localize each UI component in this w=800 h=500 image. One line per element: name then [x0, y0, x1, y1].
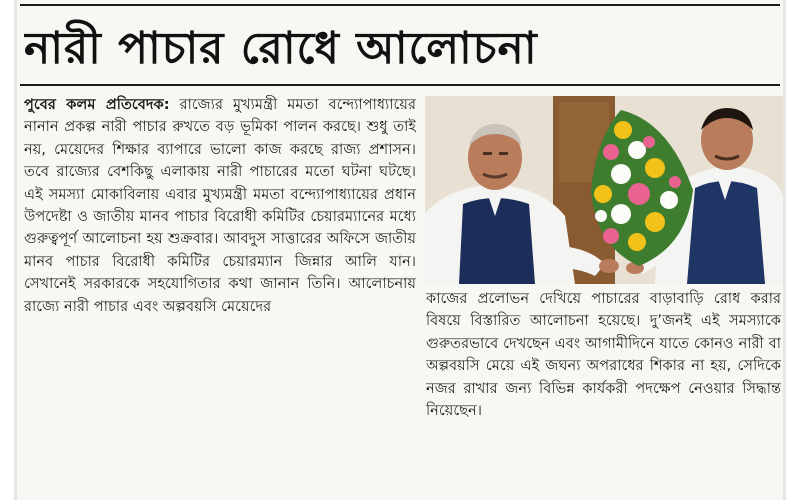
article-body-left: রাজ্যের মুখ্যমন্ত্রী মমতা বন্দ্যোপাধ্যায়ের নানান প্রকল্প নারী পাচার রুখতে বড় ভূমিকা পালন করছে। শুধু তাই নয়, মেয়েদের শিক্ষার ব্যাপারে ভালো কাজ করছে রাজ্য প্রশাসন। তবে রাজ্যের বেশকিছু এলাকায় নারী পাচারের মতো ঘটনা ঘটছে। এই সমস্যা মোকাবিলায় এবার মুখ্যমন্ত্রী মমতা বন্দ্যোপাধ্যায়ের প্রধান উপদেষ্টা ও জাতীয় মানব পাচার বিরোধী কমিটির চেয়ারম্যানের মধ্যে গুরুত্বপূর্ণ আলোচনা হয় শুক্রবার। আবদুস সাত্তারের অফিসে জাতীয় মানব পাচার বিরোধী কমিটির চেয়ারম্যান জিন্নার আলি যান। সেখানেই সরকারকে সহযোগিতার কথা জানান তিনি। আলোচনায় রাজ্যে নারী পাচার এবং অল্পবয়সি মেয়েদের [24, 96, 416, 315]
article-photo [425, 96, 783, 284]
bouquet-handover-photo-icon [425, 96, 783, 284]
article-byline: পুবের কলম প্রতিবেদক: [24, 96, 170, 113]
article-headline: নারী পাচার রোধে আলোচনা [24, 23, 538, 74]
article-body-right: কাজের প্রলোভন দেখিয়ে পাচারের বাড়াবাড়ি রোধ করার বিষয়ে বিস্তারিত আলোচনা হয়েছে। দু’জনই এই সমস্যাকে গুরুতরভাবে দেখছেন এবং আগামীদিনে যাতে কোনও নারী বা অল্পবয়সি মেয়ে এই জঘন্য অপরাধের শিকার না হয়, সেদিকে নজর রাখার জন্য বিভিন্ন কার্যকরী পদক্ষেপ নেওয়ার সিদ্ধান্ত নিয়েছেন। [426, 290, 781, 420]
headline-rule [20, 84, 780, 86]
article-column-left [24, 94, 416, 490]
top-rule [20, 4, 780, 6]
article-column-right [426, 288, 781, 488]
newspaper-clipping [14, 0, 786, 500]
